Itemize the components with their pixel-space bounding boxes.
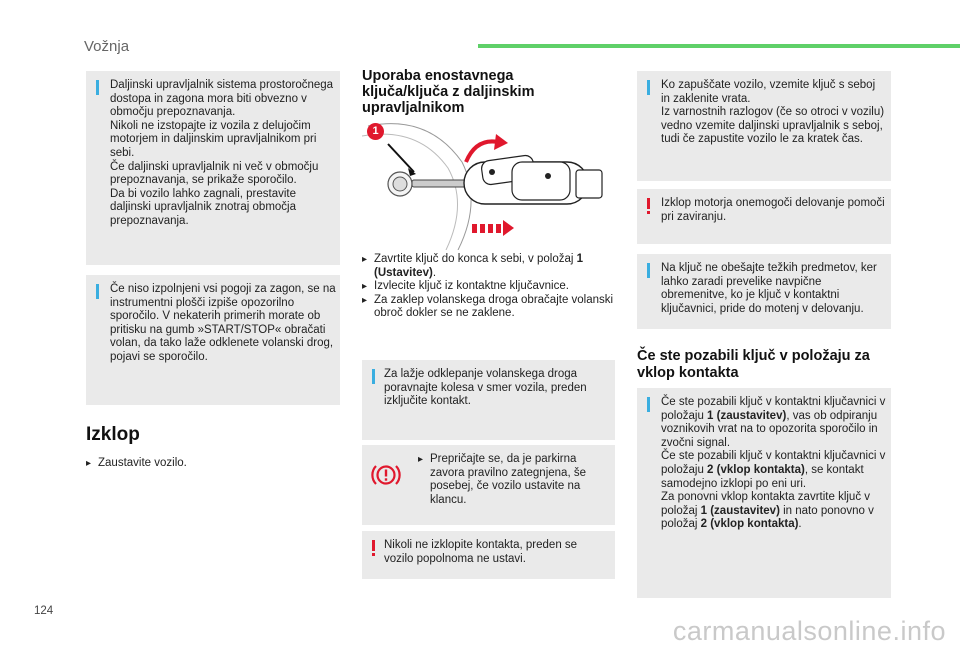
key-fob-icon xyxy=(464,154,602,204)
brake-text: ▸ Prepričajte se, da je parkirna zavora pravilno zategnjena, še posebej, če vozilo ustavite na klancu. xyxy=(418,453,586,506)
info-marker xyxy=(647,263,650,278)
section-title: Vožnja xyxy=(84,38,130,55)
warning-text: Nikoli ne izklopite kontakta, preden se vozilo popolnoma ne ustavi. xyxy=(384,539,578,565)
list-item: ▸ Zavrtite ključ do konca k sebi, v položaj 1 (Ustavitev). xyxy=(362,253,584,279)
warning-dot xyxy=(647,211,650,214)
parking-brake-box xyxy=(362,445,615,525)
parking-brake-icon xyxy=(370,461,402,494)
info-box-range xyxy=(86,71,340,265)
info-box-heavy-objects xyxy=(637,254,891,329)
arrow-bullet-icon: ▸ xyxy=(362,281,368,293)
arrow-bullet-icon: ▸ xyxy=(362,254,368,265)
warning-marker xyxy=(647,198,650,209)
arrow-bullet-icon: ▸ xyxy=(362,294,368,306)
info-marker xyxy=(96,80,99,95)
warning-box-contact xyxy=(362,531,615,579)
warning-box-braking xyxy=(637,189,891,244)
info-text: Za lažje odklepanje volanskega droga poravnajte kolesa v smer vozila, preden izključite kontakt. xyxy=(384,368,587,408)
info-text: Ko zapuščate vozilo, vzemite ključ s seboj in zaklenite vrata. Iz varnostnih razlogov (če so otroci v vozilu) vedno vzemite daljinski upravljalnik s seboj, tudi če zapustite vozilo le za kratek čas. xyxy=(661,79,885,146)
info-marker xyxy=(647,80,650,95)
heading-izklop: Izklop xyxy=(86,424,140,445)
ignition-key-illustration xyxy=(362,112,614,250)
header-accent-line xyxy=(478,44,960,48)
info-text: Na ključ ne obešajte težkih predmetov, ker lahko zaradi prevelike navpične obremenitve, ko je ključ v kontaktni ključavnici, pride do motenj v delovanju. xyxy=(661,262,877,315)
info-text: Če niso izpolnjeni vsi pogoji za zagon, se na instrumentni plošči izpiše opozorilno sporočilo. V nekaterih primerih morate ob pritisku na gumb »START/STOP« obračati volan, da tako laže odklenete volanski drog, pojavi se sporočilo. xyxy=(110,283,336,363)
info-box-leaving xyxy=(637,71,891,181)
heading-forgot-key: Če ste pozabili ključ v položaju za vklop kontakta xyxy=(637,348,870,381)
rotation-arrow-icon xyxy=(466,134,508,162)
ignition-lock-icon xyxy=(388,172,412,196)
heading-simple-key: Uporaba enostavnega ključa/ključa z daljinskim upravljalnikom xyxy=(362,68,535,116)
info-marker xyxy=(647,397,650,412)
warning-marker xyxy=(372,540,375,551)
list-item: ▸ Za zaklep volanskega droga obračajte volanski obroč dokler se ne zaklene. xyxy=(362,293,614,320)
info-box-start xyxy=(86,275,340,405)
warning-dot xyxy=(372,553,375,556)
arrow-bullet-icon: ▸ xyxy=(418,454,424,465)
info-text: Daljinski upravljalnik sistema prostoročnega dostopa in zagona mora biti obvezno v območju prepoznavanja. Nikoli ne izstopajte iz vozila z delujočim motorjem in daljinskim upravljalnikom pri sebi. Če daljinski upravljalnik ni več v območju prepoznavanja, se prikaže sporočilo. Da bi vozilo lahko zagnali, prestavite daljinski upravljalnik znotraj območja prepoznavanja. xyxy=(110,79,334,227)
page-number: 124 xyxy=(34,605,54,617)
watermark: carmanualsonline.info xyxy=(672,616,946,646)
callout-badge: 1 xyxy=(367,123,384,140)
info-marker xyxy=(372,369,375,384)
forgot-key-text: Če ste pozabili ključ v kontaktni ključavnici v položaju 1 (zaustavitev), vas ob odpiranju voznikovih vrat na to opozorita sporočilo in zvočni signal. Če ste pozabili ključ v kontaktni ključavnici v položaju 2 (vklop kontakta), se kontakt samodejno izklopi po eni uri. Za ponovni vklop kontakta zavrtite ključ v položaj 1 (zaustavitev) in nato ponovno v položaj 2 (vklop kontakta). xyxy=(661,396,886,531)
list-item: ▸ Izvlecite ključ iz kontaktne ključavnice. xyxy=(362,280,569,293)
info-box-wheels xyxy=(362,360,615,440)
key-steps-list xyxy=(362,253,614,321)
bullet-stop-vehicle: ▸ Zaustavite vozilo. xyxy=(86,457,187,469)
warning-text: Izklop motorja onemogoči delovanje pomoči pri zaviranju. xyxy=(661,197,885,223)
arrow-bullet-icon: ▸ xyxy=(86,458,92,469)
info-marker xyxy=(96,284,99,299)
pull-out-arrow-icon xyxy=(472,220,514,236)
info-box-forgot-key xyxy=(637,388,891,598)
